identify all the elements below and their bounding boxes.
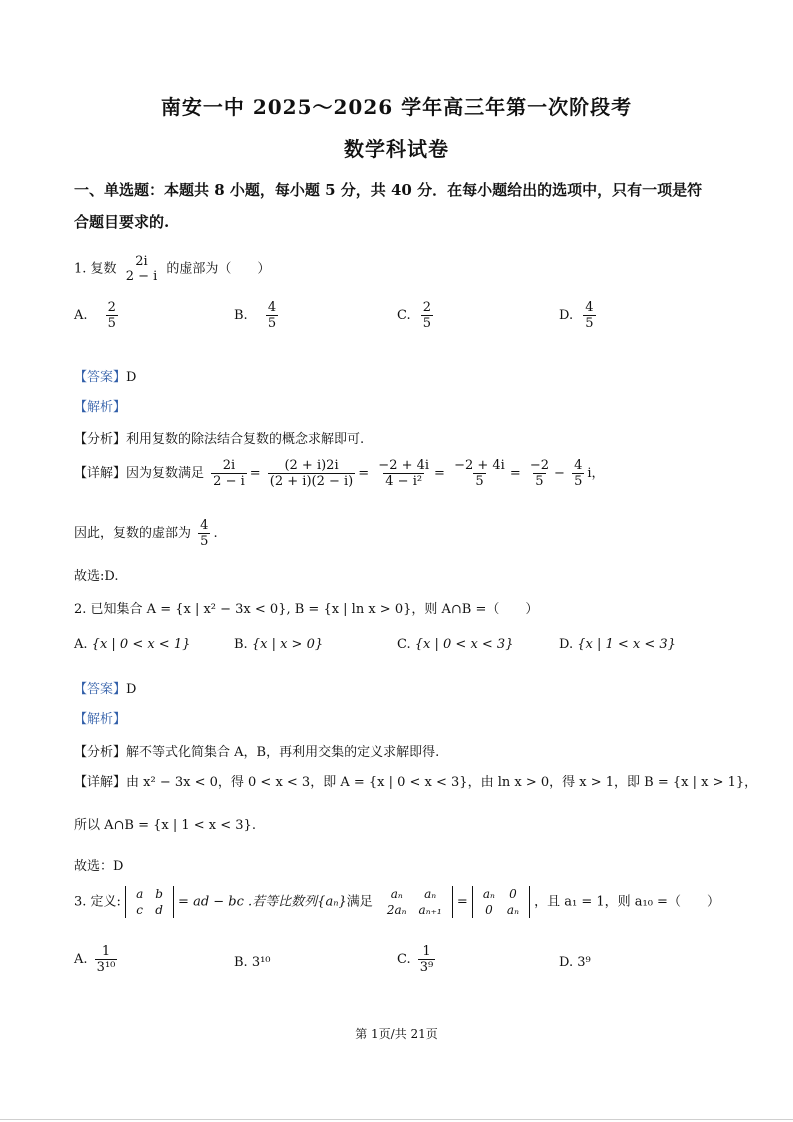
q2-answer-value: D — [126, 682, 137, 697]
q3-option-a: A. $\frac{1}{\text{3¹⁰}}$ — [74, 944, 116, 975]
q3-option-c: C. $\frac{1}{\text{3⁹}}$ — [397, 944, 434, 975]
q1-option-a-label: A. — [74, 308, 88, 323]
q1-fenxi-text: 利用复数的除法结合复数的概念求解即可. — [126, 432, 365, 447]
section-header-line1: 一、单选题：本题共 8 小题，每小题 5 分，共 40 分．在每小题给出的选项中，只有一项是符 — [74, 181, 703, 199]
q2-answer-tag: 【答案】 — [74, 682, 127, 697]
q3-option-c-value: $\frac{1}{\text{3⁹}}$ — [419, 944, 434, 975]
q1-answer-value: D — [126, 370, 137, 385]
question-3: 3. 定义: a b c d = ad − bc .若等比数列{aₙ}满足 aₙ aₙ 2aₙ aₙ₊₁ = aₙ 0 0 aₙ ，且 a₁ = 1，则 a₁₀ =（ ） — [74, 887, 720, 917]
q1-analysis-tag: 【解析】 — [74, 400, 127, 415]
q2-fenxi-text: 解不等式化简集合 A，B，再利用交集的定义求解即得. — [126, 745, 440, 760]
page-subtitle: 数学科试卷 — [344, 137, 449, 161]
page-title: 南安一中 2025～2026 学年高三年第一次阶段考 — [160, 95, 633, 119]
q1-answer — [74, 366, 136, 385]
q1-option-d-label: D. — [559, 308, 574, 323]
page-footer: 第 1页/共 21页 — [355, 1027, 438, 1041]
q1-fenxi-tag: 【分析】 — [74, 432, 127, 447]
q2-option-a: A. {x | 0 < x < 1} — [74, 637, 191, 652]
q3-def-determinant: a b c d — [125, 886, 174, 918]
question-1 — [74, 254, 270, 284]
q2-xiangjie — [74, 771, 757, 790]
q1-therefore: 因此，复数的虚部为 $\frac{4}{5}$ . — [74, 518, 218, 549]
q2-choose: 故选：D — [74, 859, 124, 874]
q2-fenxi — [74, 741, 439, 760]
q2-xiangjie-text: 由 x² − 3x < 0，得 0 < x < 3，即 A = {x | 0 < x < 3}，由 ln x > 0，得 x > 1，即 B = {x | x > 1}， — [126, 775, 758, 790]
q1-option-b-value: $\frac{4}{5}$ — [267, 300, 277, 331]
q2-option-b: B. {x | x > 0} — [234, 637, 324, 652]
q1-tail: 的虚部为（ ） — [166, 261, 271, 277]
q3-matrix-2: aₙ 0 0 aₙ — [472, 886, 530, 918]
q1-option-c-label: C. — [397, 308, 411, 323]
q1-xj-frac-3: $\frac{-2 + 4i}{\text{4 − i²}}$ — [378, 458, 430, 489]
q1-option-a-value: $\frac{2}{5}$ — [107, 300, 116, 331]
q1-therefore-text: 因此，复数的虚部为 — [74, 526, 192, 541]
q3-option-d: D. 3⁹ — [559, 955, 591, 970]
q1-answer-tag: 【答案】 — [74, 370, 127, 385]
q2-fenxi-tag: 【分析】 — [74, 745, 127, 760]
q3-satisfy: 满足 — [346, 894, 373, 910]
q1-option-b — [234, 300, 281, 331]
q1-fenxi — [74, 428, 364, 447]
q1-choose: 故选:D. — [74, 569, 119, 584]
section-header-line2: 合题目要求的. — [74, 213, 170, 231]
q1-option-a — [74, 300, 121, 331]
q1-option-b-label: B. — [234, 308, 248, 323]
q1-therefore-frac: $\frac{4}{5}$ — [200, 518, 209, 549]
q1-option-c — [397, 300, 436, 331]
q2-xiangjie-tag: 【详解】 — [74, 775, 127, 790]
q1-xiangjie-pre: 因为复数满足 — [126, 466, 205, 481]
q2-suoyi: 所以 A∩B = {x | 1 < x < 3}. — [74, 818, 256, 833]
q1-xj-frac-6: $\frac{4}{5}$ — [574, 458, 583, 489]
q3-seq: {aₙ} — [317, 894, 347, 910]
q1-xj-frac-1: $\frac{2i}{2 - i}$ — [213, 458, 245, 489]
q1-expression — [124, 254, 160, 284]
q1-xj-frac-4: $\frac{-2 + 4i}{5}$ — [454, 458, 505, 489]
q1-option-d-value: $\frac{4}{5}$ — [585, 300, 594, 331]
q1-option-c-value: $\frac{2}{5}$ — [422, 300, 432, 331]
q1-expr-num: 2i — [135, 254, 148, 269]
q3-def: = ad − bc .若等比数列 — [178, 894, 318, 910]
q1-number: 1. 复数 — [74, 261, 117, 277]
q1-xj-frac-5: $\frac{-2}{5}$ — [529, 458, 550, 489]
q1-xiangjie: 【详解】因为复数满足 $\frac{2i}{2 - i}$ = $\frac{(2 + i)2i}{(2 + i)(2 - i)}$ = $\frac{-2 + 4i}{\text{4 − i²}}$ = $\frac{-2 + 4i}{5}$ = $\frac{-2}{5}$ − $\frac{4}{5}$ i， — [74, 458, 605, 489]
q3-matrix-1: aₙ aₙ 2aₙ aₙ₊₁ — [377, 886, 453, 918]
q2-option-c: C. {x | 0 < x < 3} — [397, 637, 514, 652]
q3-tail: ，且 a₁ = 1，则 a₁₀ =（ ） — [534, 894, 720, 910]
question-2: 2. 已知集合 A = {x | x² − 3x < 0}, B = {x | ln x > 0}，则 A∩B =（ ） — [74, 602, 539, 617]
page-bottom-divider — [0, 1119, 793, 1120]
q2-answer — [74, 678, 136, 697]
q1-expr-den: 2 − i — [125, 269, 158, 284]
q3-option-a-value: $\frac{1}{\text{3¹⁰}}$ — [96, 944, 116, 975]
q1-option-d — [559, 300, 599, 331]
q3-option-b: B. 3¹⁰ — [234, 955, 271, 970]
q1-xiangjie-tag: 【详解】 — [74, 466, 127, 481]
q2-analysis-tag: 【解析】 — [74, 712, 127, 727]
q3-pre: 3. 定义: — [74, 894, 121, 910]
q2-option-d: D. {x | 1 < x < 3} — [559, 637, 676, 652]
q1-xj-frac-2: $\frac{(2 + i)2i}{(2 + i)(2 - i)}$ — [269, 458, 354, 489]
